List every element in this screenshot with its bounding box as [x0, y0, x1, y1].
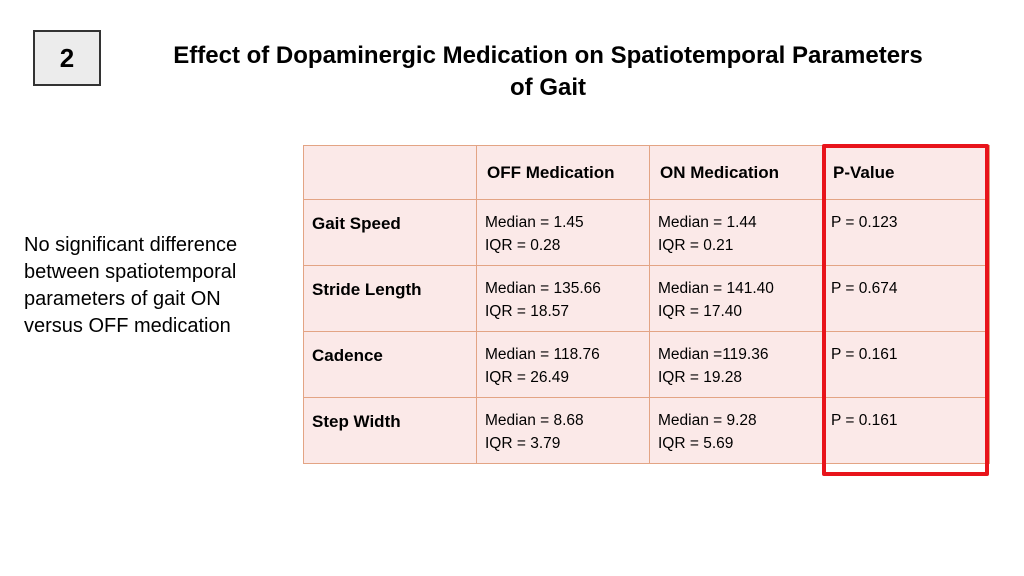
- p-value: P = 0.161: [831, 346, 898, 363]
- row-label: Step Width: [312, 412, 401, 431]
- slide-title-line-1: Effect of Dopaminergic Medication on Spatiotemporal Parameters: [173, 42, 923, 69]
- on-medication-cell: [650, 200, 823, 266]
- on-median: Median = 1.44: [658, 214, 757, 231]
- p-value-cell: [823, 266, 990, 332]
- on-median: Median = 9.28: [658, 412, 757, 429]
- off-iqr: IQR = 0.28: [485, 237, 561, 254]
- row-label-cell: [304, 332, 477, 398]
- slide-number-badge: [33, 30, 101, 86]
- on-iqr: IQR = 0.21: [658, 237, 734, 254]
- on-medication-cell: [650, 266, 823, 332]
- off-median: Median = 1.45: [485, 214, 584, 231]
- summary-note-line-4: versus OFF medication: [24, 315, 231, 337]
- off-medication-cell: [477, 398, 650, 464]
- on-medication-cell: [650, 332, 823, 398]
- table-header-row: [304, 146, 990, 200]
- p-value: P = 0.161: [831, 412, 898, 429]
- table-row: [304, 266, 990, 332]
- row-label-cell: [304, 398, 477, 464]
- header-p-value: P-Value: [823, 146, 990, 200]
- row-label-cell: [304, 200, 477, 266]
- row-label: Gait Speed: [312, 214, 401, 233]
- p-value-cell: [823, 332, 990, 398]
- summary-note: [24, 232, 284, 340]
- on-iqr: IQR = 17.40: [658, 303, 743, 320]
- p-value: P = 0.123: [831, 214, 898, 231]
- p-value-cell: [823, 200, 990, 266]
- slide-number: 2: [59, 42, 75, 73]
- summary-note-line-2: between spatiotemporal: [24, 261, 237, 283]
- table-row: [304, 398, 990, 464]
- off-medication-cell: [477, 332, 650, 398]
- p-value-cell: [823, 398, 990, 464]
- on-median: Median = 141.40: [658, 280, 774, 297]
- off-median: Median = 118.76: [485, 346, 600, 363]
- off-median: Median = 135.66: [485, 280, 601, 297]
- table-row: [304, 200, 990, 266]
- header-off-medication: OFF Medication: [477, 146, 650, 200]
- on-iqr: IQR = 19.28: [658, 369, 743, 386]
- slide-title-line-2: of Gait: [510, 74, 586, 101]
- gait-parameters-table: [303, 145, 990, 464]
- table-row: [304, 332, 990, 398]
- summary-note-line-1: No significant difference: [24, 234, 238, 256]
- on-iqr: IQR = 5.69: [658, 435, 734, 452]
- row-label: Stride Length: [312, 280, 422, 299]
- off-median: Median = 8.68: [485, 412, 584, 429]
- off-medication-cell: [477, 200, 650, 266]
- on-median: Median =119.36: [658, 346, 769, 363]
- off-iqr: IQR = 3.79: [485, 435, 561, 452]
- row-label-cell: [304, 266, 477, 332]
- row-label: Cadence: [312, 346, 383, 365]
- slide-title: [118, 40, 978, 104]
- off-iqr: IQR = 26.49: [485, 369, 570, 386]
- summary-note-line-3: parameters of gait ON: [24, 288, 221, 310]
- header-empty: [304, 146, 477, 200]
- p-value: P = 0.674: [831, 280, 898, 297]
- header-on-medication: ON Medication: [650, 146, 823, 200]
- on-medication-cell: [650, 398, 823, 464]
- off-medication-cell: [477, 266, 650, 332]
- off-iqr: IQR = 18.57: [485, 303, 570, 320]
